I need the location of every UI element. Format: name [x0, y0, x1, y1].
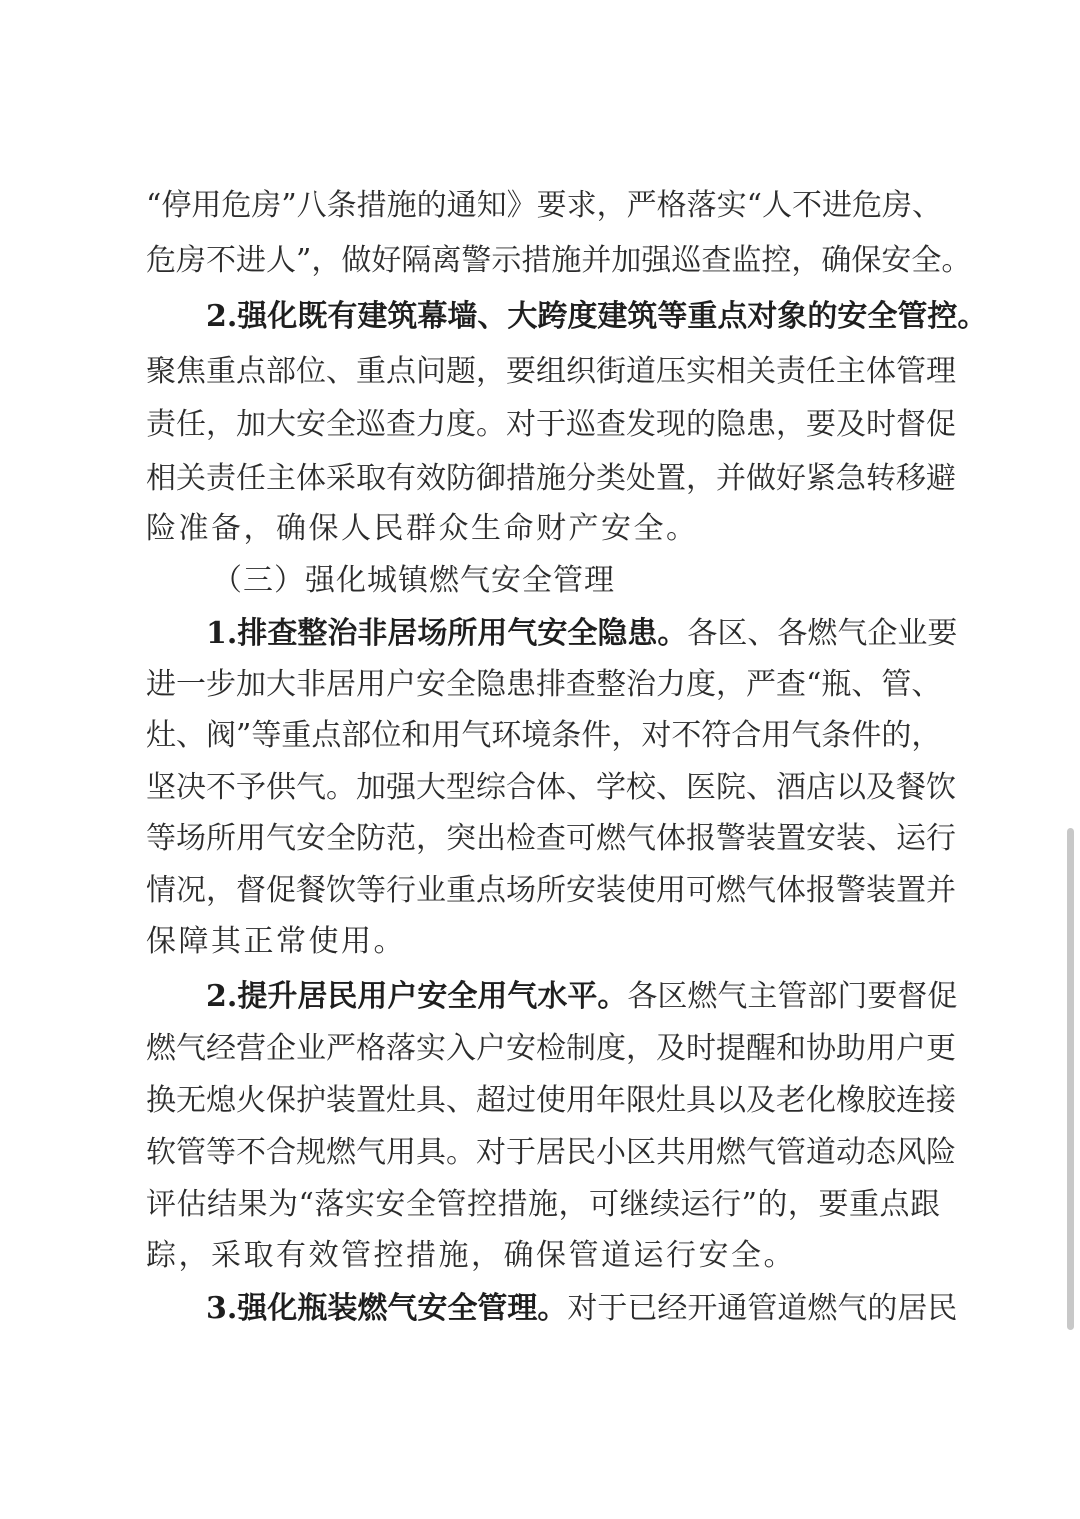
- gas3-lead: 对于已经开通管道燃气的居民: [567, 1291, 958, 1326]
- para1-line1: “停用危房”八条措施的通知》要求，严格落实“人不进危房、: [146, 188, 943, 223]
- gas2-line1: 燃气经营企业严格落实入户安检制度，及时提醒和协助用户更: [146, 1031, 956, 1066]
- gas2-first-line: [146, 972, 958, 1022]
- gas1-heading: 1.排查整治非居场所用气安全隐患。: [206, 616, 688, 651]
- gas2-heading: 2.提升居民用户安全用气水平。: [206, 979, 628, 1014]
- item2-line4: 险准备，确保人民群众生命财产安全。: [146, 511, 699, 546]
- gas2-line4: 评估结果为“落实安全管控措施，可继续运行”的，要重点跟: [146, 1187, 940, 1222]
- section-3-title: （三）强化城镇燃气安全管理: [212, 563, 615, 598]
- gas1-line6: 保障其正常使用。: [146, 924, 406, 959]
- gas2-line5: 踪，采取有效管控措施，确保管道运行安全。: [146, 1238, 796, 1273]
- gas2-line3: 软管等不合规燃气用具。对于居民小区共用燃气管道动态风险: [146, 1135, 956, 1170]
- item2-heading: 2.强化既有建筑幕墙、大跨度建筑等重点对象的安全管控。: [206, 299, 988, 334]
- gas1-line4: 等场所用气安全防范，突出检查可燃气体报警装置安装、运行: [146, 821, 956, 856]
- gas1-line3: 坚决不予供气。加强大型综合体、学校、医院、酒店以及餐饮: [146, 770, 956, 805]
- gas2-line2: 换无熄火保护装置灶具、超过使用年限灶具以及老化橡胶连接: [146, 1083, 956, 1118]
- scrollbar-thumb[interactable]: [1067, 828, 1074, 1330]
- gas1-line1: 进一步加大非居用户安全隐患排查整治力度，严查“瓶、管、: [146, 667, 942, 702]
- para1-line2: 危房不进人”，做好隔离警示措施并加强巡查监控，确保安全。: [146, 243, 972, 278]
- gas1-first-line: [146, 609, 958, 659]
- gas1-lead: 各区、各燃气企业要: [687, 616, 958, 651]
- gas2-lead: 各区燃气主管部门要督促: [627, 979, 958, 1014]
- gas1-line5: 情况，督促餐饮等行业重点场所安装使用可燃气体报警装置并: [146, 873, 956, 908]
- item2-line2: 责任，加大安全巡查力度。对于巡查发现的隐患，要及时督促: [146, 407, 956, 442]
- item2-line3: 相关责任主体采取有效防御措施分类处置，并做好紧急转移避: [146, 461, 956, 496]
- item2-line1: 聚焦重点部位、重点问题，要组织街道压实相关责任主体管理: [146, 354, 956, 389]
- gas3-heading: 3.强化瓶装燃气安全管理。: [206, 1291, 568, 1326]
- gas1-line2: 灶、阀”等重点部位和用气环境条件，对不符合用气条件的，: [146, 718, 942, 753]
- gas3-first-line: [146, 1284, 958, 1334]
